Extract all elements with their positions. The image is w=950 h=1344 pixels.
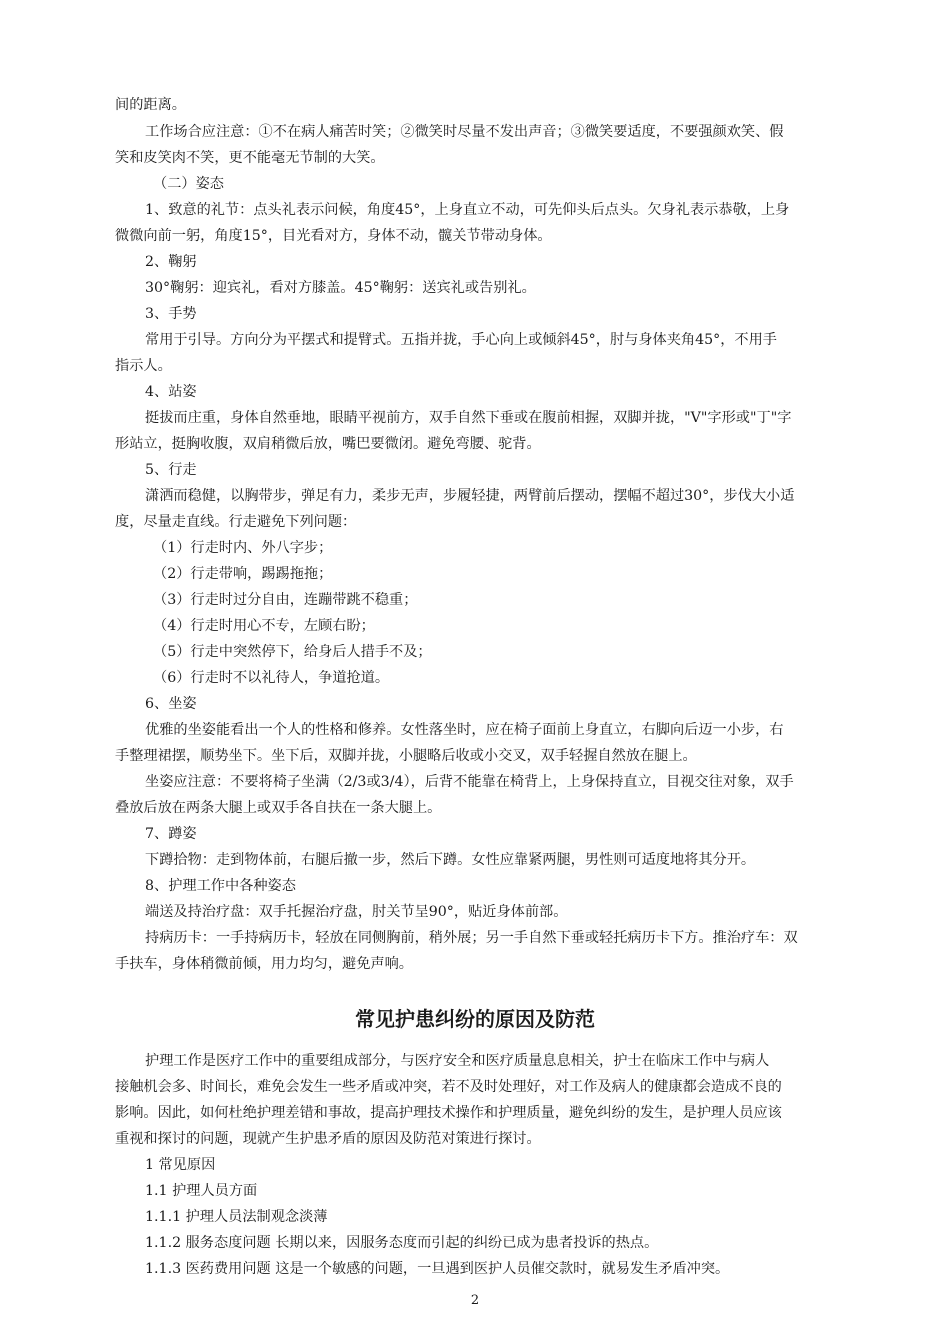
list-item: （1）行走时内、外八字步； (153, 540, 333, 556)
body-line: 重视和探讨的问题，现就产生护患矛盾的原因及防范对策进行探讨。 (115, 1131, 541, 1147)
outline-heading: 1.1.3 医药费用问题 这是一个敏感的问题，一旦遇到医护人员催交款时，就易发生矛盾冲突。 (145, 1261, 730, 1277)
body-line: 挺拔而庄重，身体自然垂地，眼睛平视前方，双手自然下垂或在腹前相握，双脚并拢，"V"字形或"丁"字 (145, 410, 792, 426)
item-heading: 2、鞠躬 (145, 254, 197, 270)
body-line: 形站立，挺胸收腹，双肩稍微后放，嘴巴要微闭。避免弯腰、驼背。 (115, 436, 541, 452)
body-line: 笑和皮笑肉不笑，更不能毫无节制的大笑。 (115, 150, 385, 166)
body-line: 手扶车，身体稍微前倾，用力均匀，避免声响。 (115, 956, 413, 972)
outline-heading: 1 常见原因 (145, 1157, 216, 1173)
body-line: 30°鞠躬：迎宾礼，看对方膝盖。45°鞠躬：送宾礼或告别礼。 (145, 280, 536, 296)
body-line: 接触机会多、时间长，难免会发生一些矛盾或冲突，若不及时处理好，对工作及病人的健康都会造成不良的 (115, 1079, 782, 1095)
outline-heading: 1.1 护理人员方面 (145, 1183, 258, 1199)
body-line: 手整理裙摆，顺势坐下。坐下后，双脚并拢，小腿略后收或小交叉，双手轻握自然放在腿上。 (115, 748, 697, 764)
section-title: 常见护患纠纷的原因及防范 (355, 1007, 595, 1031)
body-line: 下蹲拾物：走到物体前，右腿后撤一步，然后下蹲。女性应靠紧两腿，男性则可适度地将其分开。 (145, 852, 756, 868)
item-heading: 7、蹲姿 (145, 826, 197, 842)
page-number: 2 (470, 1293, 480, 1308)
body-line: 端送及持治疗盘：双手托握治疗盘，肘关节呈90°，贴近身体前部。 (145, 904, 568, 920)
item-heading: 4、站姿 (145, 384, 197, 400)
list-item: （2）行走带响，踢踢拖拖； (153, 566, 333, 582)
body-line: 指示人。 (115, 358, 172, 374)
list-item: （5）行走中突然停下，给身后人措手不及； (153, 644, 432, 660)
list-item: （3）行走时过分自由，连蹦带跳不稳重； (153, 592, 418, 608)
item-heading: 8、护理工作中各种姿态 (145, 878, 296, 894)
list-item: （4）行走时用心不专，左顾右盼； (153, 618, 375, 634)
body-line: 间的距离。 (115, 97, 186, 113)
body-line: 微微向前一躬，角度15°，目光看对方，身体不动，髋关节带动身体。 (115, 228, 552, 244)
list-item: （6）行走时不以礼待人，争道抢道。 (153, 670, 390, 686)
body-line: 潇洒而稳健，以胸带步，弹足有力，柔步无声，步履轻捷，两臂前后摆动，摆幅不超过30°，步伐大小适 (145, 488, 795, 504)
body-line: 优雅的坐姿能看出一个人的性格和修养。女性落坐时，应在椅子面前上身直立，右脚向后迈一小步，右 (145, 722, 784, 738)
item-heading: 3、手势 (145, 306, 197, 322)
body-line: 坐姿应注意：不要将椅子坐满（2/3或3/4），后背不能靠在椅背上，上身保持直立，目视交往对象，双手 (145, 774, 794, 790)
item-heading: 6、坐姿 (145, 696, 197, 712)
body-line: 持病历卡：一手持病历卡，轻放在同侧胸前，稍外展；另一手自然下垂或轻托病历卡下方。推治疗车：双 (145, 930, 798, 946)
body-line: 常用于引导。方向分为平摆式和提臂式。五指并拢，手心向上或倾斜45°，肘与身体夹角45°，不用手 (145, 332, 777, 348)
outline-heading: 1.1.2 服务态度问题 长期以来，因服务态度而引起的纠纷已成为患者投诉的热点。 (145, 1235, 659, 1251)
outline-heading: 1.1.1 护理人员法制观念淡薄 (145, 1209, 328, 1225)
subsection-heading: （二）姿态 (153, 176, 224, 192)
body-line: 影响。因此，如何杜绝护理差错和事故，提高护理技术操作和护理质量，避免纠纷的发生，是护理人员应该 (115, 1105, 782, 1121)
item-heading: 5、行走 (145, 462, 197, 478)
body-line: 工作场合应注意：①不在病人痛苦时笑；②微笑时尽量不发出声音；③微笑要适度，不要强颜欢笑、假 (145, 124, 784, 140)
body-line: 1、致意的礼节：点头礼表示问候，角度45°，上身直立不动，可先仰头后点头。欠身礼表示恭敬，上身 (145, 202, 790, 218)
body-line: 护理工作是医疗工作中的重要组成部分，与医疗安全和医疗质量息息相关，护士在临床工作中与病人 (145, 1053, 770, 1069)
body-line: 叠放后放在两条大腿上或双手各自扶在一条大腿上。 (115, 800, 442, 816)
body-line: 度，尽量走直线。行走避免下列问题： (115, 514, 357, 530)
